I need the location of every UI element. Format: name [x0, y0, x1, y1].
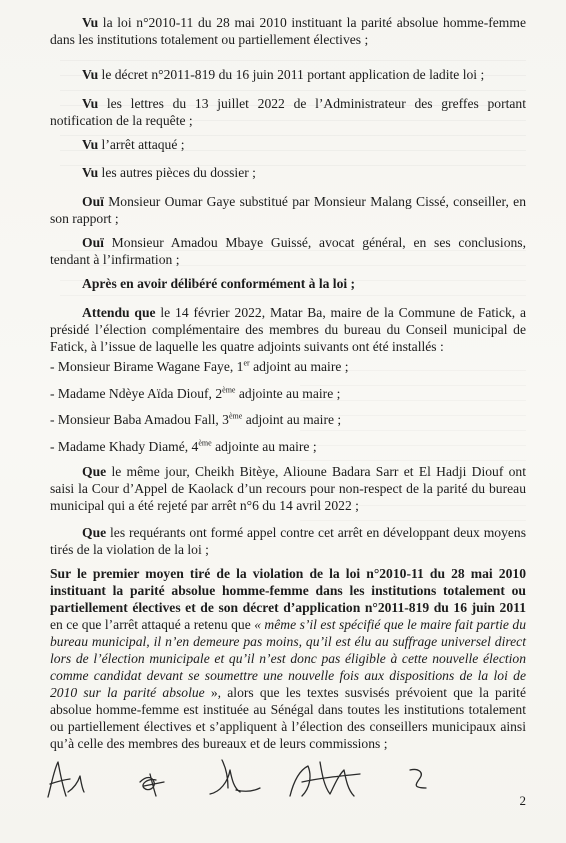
handwritten-signatures — [40, 752, 490, 812]
paragraph-text: le 14 février 2022, Matar Ba, maire de la Commune de Fatick, a présidé l’élection complémentaire des membres du bureau du Conseil municipal de Fatick, à l’issue de laquelle les quatre adjoints suivants ont été installés : — [50, 305, 527, 354]
oui-rapporteur-paragraph — [50, 193, 526, 227]
lead-word: Vu — [82, 137, 99, 152]
paragraph-text: le même jour, Cheikh Bitèye, Alioune Badara Sarr et El Hadji Diouf ont saisi la Cour d’Appel de Kaolack d’un recours pour non-respect de la parité du bureau municipal qui a été rejeté par arrêt n°6 du 14 avril 2022 ; — [50, 464, 526, 513]
vu-decree-paragraph — [50, 66, 526, 83]
lead-word: Que — [82, 464, 107, 479]
paragraph-text: le décret n°2011-819 du 16 juin 2011 portant application de ladite loi ; — [98, 67, 485, 82]
deliberation-heading: Après en avoir délibéré conformément à la loi ; — [82, 276, 356, 291]
premier-moyen-paragraph — [50, 565, 526, 752]
vu-law-paragraph — [50, 14, 526, 48]
list-item: - Monsieur Baba Amadou Fall, 3ème adjoint au maire ; — [50, 411, 342, 427]
lead-word: Attendu que — [82, 305, 156, 320]
paragraph-text: les requérants ont formé appel contre cet arrêt en développant deux moyens tirés de la violation de la loi ; — [50, 525, 526, 557]
que-appel-paragraph — [50, 524, 526, 558]
vu-pieces-paragraph — [50, 164, 526, 181]
lead-word: Ouï — [82, 194, 104, 209]
lead-word: Ouï — [82, 235, 104, 250]
paragraph-text: Monsieur Oumar Gaye substitué par Monsieur Malang Cissé, conseiller, en son rapport ; — [50, 194, 526, 226]
list-item: - Madame Khady Diamé, 4ème adjointe au maire ; — [50, 438, 317, 454]
lead-word: Vu — [82, 67, 99, 82]
vu-arret-paragraph — [50, 136, 526, 153]
list-item: - Madame Ndèye Aïda Diouf, 2ème adjointe au maire ; — [50, 385, 341, 401]
page-number: 2 — [519, 793, 526, 808]
que-recours-paragraph — [50, 463, 526, 514]
moyen-heading: Sur le premier moyen tiré de la violation de la loi n°2010-11 du 28 mai 2010 instituant la parité absolue homme-femme dans les institutions totalement ou partiellement électives et de son décret d’application n°2011-819 du 16 juin 2011 — [50, 566, 526, 615]
paragraph-text: l’arrêt attaqué ; — [98, 137, 185, 152]
attendu-paragraph — [50, 304, 526, 355]
vu-letters-paragraph — [50, 95, 526, 129]
paragraph-text: en ce que l’arrêt attaqué a retenu que — [50, 617, 255, 632]
paragraph-text: les lettres du 13 juillet 2022 de l’Administrateur des greffes portant notification de la requête ; — [50, 96, 526, 128]
paragraph-text: les autres pièces du dossier ; — [98, 165, 256, 180]
paragraph-text: », alors que les textes susvisés prévoient que la parité absolue homme-femme est instituée au Sénégal dans toutes les institutions totalement ou partiellement électives et s’appliquent à l’élection des conseillers municipaux ainsi qu’à celle des membres des bureaux et de leurs commissions ; — [50, 685, 526, 751]
lead-word: Vu — [82, 15, 99, 30]
oui-avocat-general-paragraph — [50, 234, 526, 268]
lead-word: Que — [82, 525, 107, 540]
lead-word: Vu — [82, 165, 99, 180]
list-item: - Monsieur Birame Wagane Faye, 1er adjoint au maire ; — [50, 358, 349, 374]
paragraph-text: Monsieur Amadou Mbaye Guissé, avocat général, en ses conclusions, tendant à l’infirmation ; — [50, 235, 526, 267]
lead-word: Vu — [82, 96, 99, 111]
paragraph-text: la loi n°2010-11 du 28 mai 2010 instituant la parité absolue homme-femme dans les institutions totalement ou partiellement électives ; — [50, 15, 526, 47]
quoted-text: « même s’il est spécifié que le maire fait partie du bureau municipal, il n’en demeure pas moins, qu’il est élu au suffrage universel direct lors de l’élection municipale et qu’il n’est donc pas éligible à cette nouvelle élection comme candidat devant se soumettre une nouvelle fois aux dispositions de la loi de 2010 sur la parité absolue — [50, 617, 526, 700]
